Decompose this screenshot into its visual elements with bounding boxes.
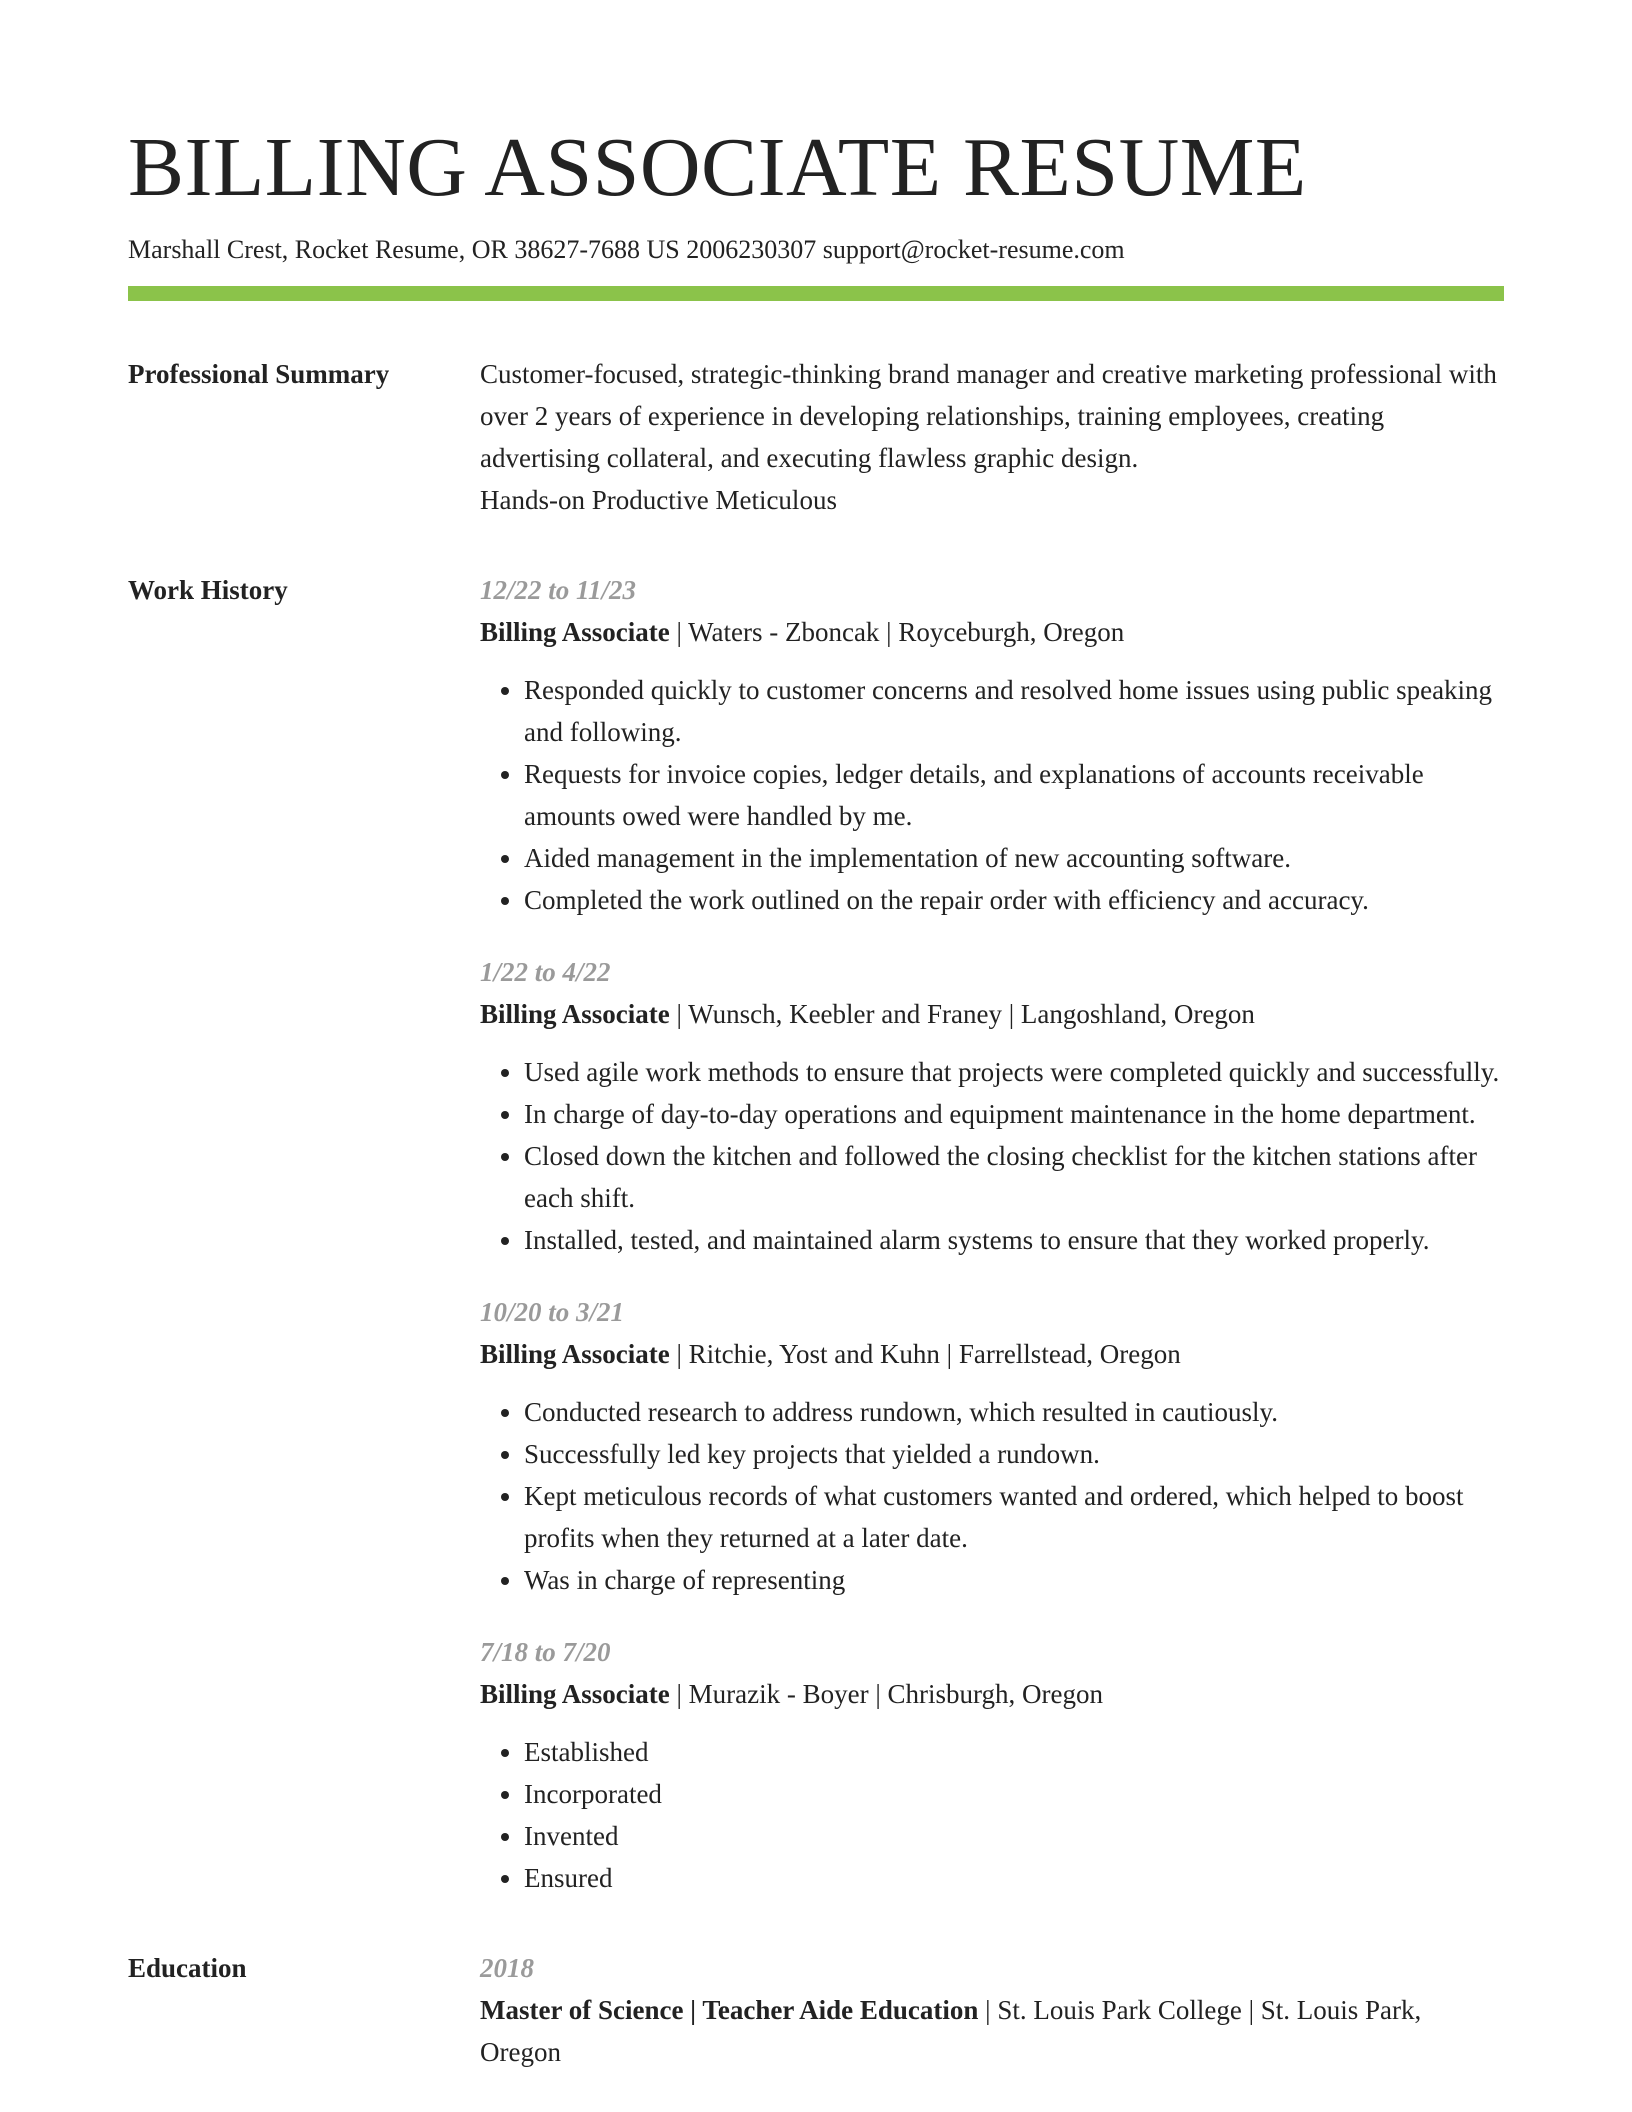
job-date: 7/18 to 7/20	[480, 1637, 611, 1667]
job-details: | Waters - Zboncak | Royceburgh, Oregon	[669, 617, 1125, 647]
job-date: 12/22 to 11/23	[480, 575, 637, 605]
summary-traits: Hands-on Productive Meticulous	[480, 485, 837, 515]
job-bullet: • Invented	[524, 1815, 1504, 1857]
job-bullet: • Established	[524, 1731, 1504, 1773]
job-bullet: • Closed down the kitchen and followed the closing checklist for the kitchen stations after each shift.	[524, 1135, 1504, 1219]
job-entry	[480, 951, 1504, 1261]
section-heading: Professional Summary	[128, 359, 390, 389]
job-entry	[480, 1291, 1504, 1601]
job-bullet: • Requests for invoice copies, ledger details, and explanations of accounts receivable amounts owed were handled by me.	[524, 753, 1504, 837]
work-history-section	[128, 569, 1504, 1899]
job-entry	[480, 1631, 1504, 1899]
job-bullet: • Kept meticulous records of what customers wanted and ordered, which helped to boost profits when they returned at a later date.	[524, 1475, 1504, 1559]
section-heading: Work History	[128, 575, 288, 605]
job-bullet: • Ensured	[524, 1857, 1504, 1899]
job-bullets	[480, 669, 1504, 921]
resume-page	[128, 118, 1504, 2073]
job-bullet: • Installed, tested, and maintained alarm systems to ensure that they worked properly.	[524, 1219, 1504, 1261]
job-bullet: • Conducted research to address rundown, which resulted in cautiously.	[524, 1391, 1504, 1433]
job-bullet: • In charge of day-to-day operations and equipment maintenance in the home department.	[524, 1093, 1504, 1135]
job-date: 1/22 to 4/22	[480, 957, 611, 987]
job-title-line	[480, 993, 1504, 1035]
contact-info: Marshall Crest, Rocket Resume, OR 38627-7688 US 2006230307 support@rocket-resume.com	[128, 235, 1125, 264]
job-title-line	[480, 1333, 1504, 1375]
accent-divider	[128, 286, 1504, 301]
job-details: | Murazik - Boyer | Chrisburgh, Oregon	[669, 1679, 1104, 1709]
education-details: | St. Louis Park College | St. Louis Park, Oregon	[480, 1995, 1422, 2067]
work-history-body	[480, 569, 1504, 1899]
job-role: Billing Associate	[480, 1679, 670, 1709]
job-details: | Wunsch, Keebler and Franey | Langoshland, Oregon	[669, 999, 1255, 1029]
job-role: Billing Associate	[480, 1339, 670, 1369]
education-line	[480, 1989, 1504, 2073]
job-role: Billing Associate	[480, 617, 670, 647]
job-bullet: • Aided management in the implementation of new accounting software.	[524, 837, 1504, 879]
job-bullet: • Used agile work methods to ensure that projects were completed quickly and successfully.	[524, 1051, 1504, 1093]
job-role: Billing Associate	[480, 999, 670, 1029]
job-title-line	[480, 1673, 1504, 1715]
education-degree: Master of Science | Teacher Aide Education	[480, 1995, 979, 2025]
job-bullet: • Completed the work outlined on the repair order with efficiency and accuracy.	[524, 879, 1504, 921]
job-title-line	[480, 611, 1504, 653]
education-entry	[480, 1947, 1504, 2073]
professional-summary-section	[128, 353, 1504, 521]
section-heading: Education	[128, 1953, 247, 1983]
job-details: | Ritchie, Yost and Kuhn | Farrellstead, Oregon	[669, 1339, 1181, 1369]
education-body	[480, 1947, 1504, 2073]
job-bullet: • Successfully led key projects that yielded a rundown.	[524, 1433, 1504, 1475]
job-date: 10/20 to 3/21	[480, 1297, 625, 1327]
education-section	[128, 1947, 1504, 2073]
job-bullet: • Incorporated	[524, 1773, 1504, 1815]
education-date: 2018	[480, 1953, 534, 1983]
job-bullets	[480, 1051, 1504, 1261]
summary-text: Customer-focused, strategic-thinking brand manager and creative marketing professional with over 2 years of experience in developing relationships, training employees, creating advertising collateral, and executing flawless graphic design.	[480, 359, 1497, 473]
resume-title: BILLING ASSOCIATE RESUME	[128, 121, 1307, 214]
job-bullets	[480, 1391, 1504, 1601]
job-bullet: • Was in charge of representing	[524, 1559, 1504, 1601]
job-bullet: • Responded quickly to customer concerns and resolved home issues using public speaking and following.	[524, 669, 1504, 753]
job-entry	[480, 569, 1504, 921]
summary-body	[480, 353, 1504, 521]
job-bullets	[480, 1731, 1504, 1899]
